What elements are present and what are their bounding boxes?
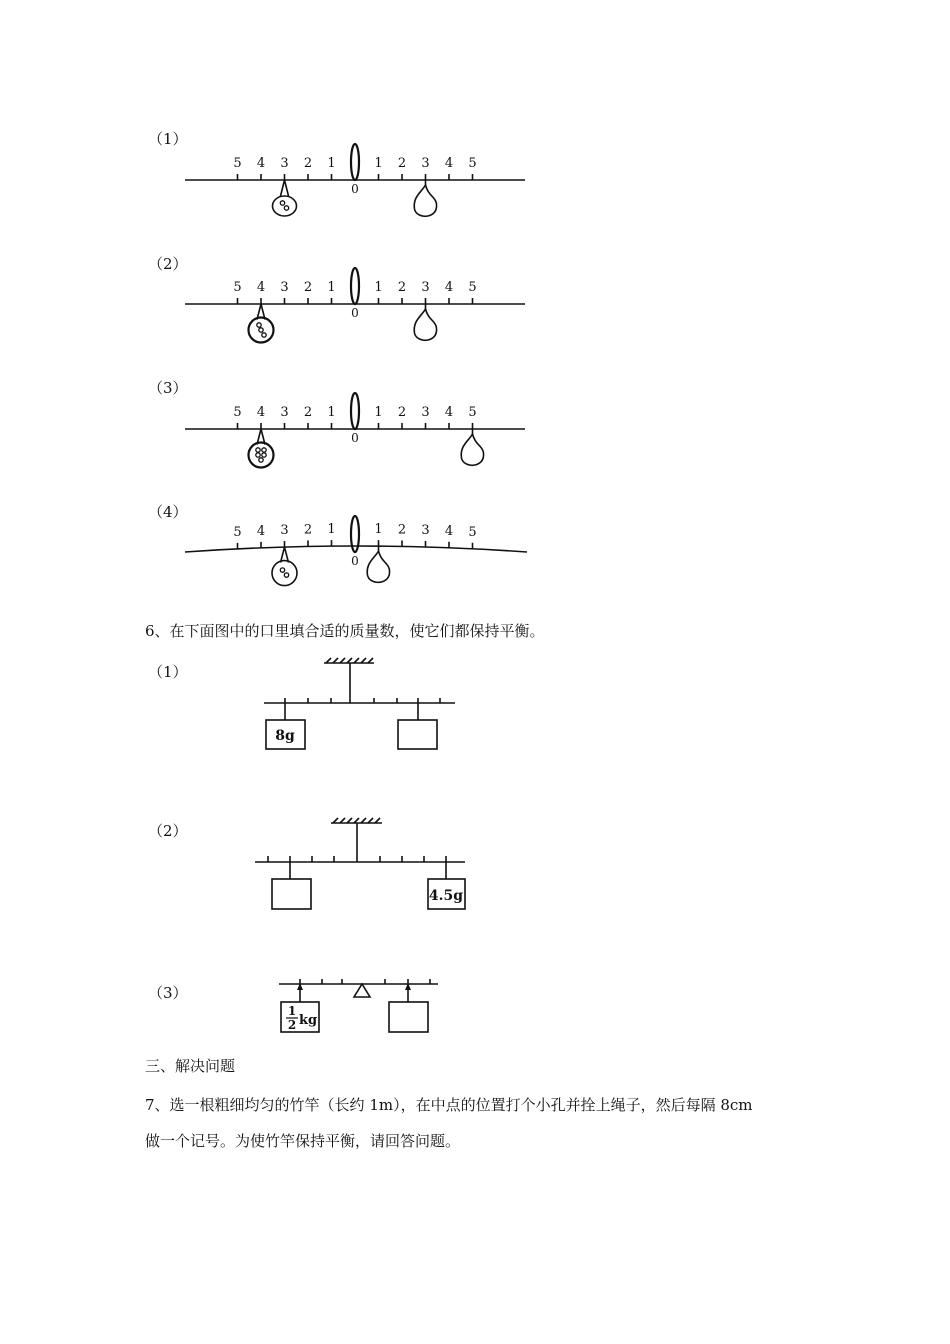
lever-tick-label: 5 [233, 280, 242, 295]
lever-tick-label: 4 [444, 280, 454, 295]
lever-tick-label: 5 [233, 156, 242, 171]
lever-tick-label: 5 [468, 524, 477, 540]
balance-3-fraction-numerator: 1 [287, 1004, 297, 1018]
lever-tick-label: 2 [303, 522, 313, 538]
lever-tick-label: 1 [374, 405, 383, 420]
lever-tick-label: 2 [303, 280, 313, 295]
lever-tick-label: 3 [421, 405, 430, 420]
question-7-line-1: 7、选一根粗细均匀的竹竿（长约 1m），在中点的位置打个小孔并拴上绳子，然后每隔 8cm [145, 1096, 753, 1114]
lever-tick-label: 2 [303, 156, 313, 171]
lever-tick-label: 5 [468, 405, 477, 420]
lever-tick-label: 2 [397, 405, 407, 420]
lever-tick-label: 4 [444, 156, 454, 171]
lever-tick-label: 4 [256, 156, 266, 171]
lever-tick-label: 5 [233, 524, 242, 540]
lever-tick-label: 1 [374, 156, 383, 171]
diagram-label-1: （1） [148, 130, 188, 148]
lever-tick-label: 3 [421, 280, 430, 295]
balance-label-1: （1） [148, 663, 188, 681]
balance-label-3: （3） [148, 984, 188, 1002]
question-6-text: 6、在下面图中的口里填合适的质量数，使它们都保持平衡。 [145, 622, 545, 640]
lever-tick-label: 1 [327, 280, 336, 295]
lever-tick-label: 3 [280, 523, 289, 539]
balance-2-right-weight: 4.5g [428, 888, 464, 904]
diagram-label-2: （2） [148, 255, 188, 273]
lever-zero-label: 0 [351, 431, 359, 445]
lever-tick-label: 1 [374, 522, 383, 538]
lever-zero-label: 0 [351, 554, 359, 568]
lever-tick-label: 3 [280, 405, 289, 420]
lever-tick-label: 3 [421, 522, 430, 538]
diagram-label-3: （3） [148, 379, 188, 397]
lever-tick-label: 2 [303, 405, 313, 420]
lever-zero-label: 0 [351, 306, 359, 320]
lever-tick-label: 2 [397, 280, 407, 295]
lever-tick-label: 1 [327, 405, 336, 420]
lever-tick-label: 3 [421, 156, 430, 171]
question-7-line-2: 做一个记号。为使竹竿保持平衡，请回答问题。 [145, 1132, 461, 1150]
balance-1-left-weight: 8g [275, 728, 295, 744]
lever-zero-label: 0 [351, 182, 359, 196]
lever-tick-label: 1 [327, 522, 336, 538]
lever-tick-label: 2 [397, 522, 407, 538]
lever-tick-label: 3 [280, 156, 289, 171]
balance-3-unit: kg [298, 1013, 318, 1028]
section-title: 三、解决问题 [145, 1057, 236, 1075]
balance-3-fraction-denominator: 2 [287, 1018, 297, 1032]
lever-tick-label: 5 [468, 156, 477, 171]
lever-tick-label: 4 [444, 523, 454, 539]
lever-tick-label: 1 [374, 280, 383, 295]
lever-tick-label: 4 [256, 523, 266, 539]
lever-tick-label: 2 [397, 156, 407, 171]
lever-tick-label: 5 [233, 405, 242, 420]
lever-tick-label: 5 [468, 280, 477, 295]
lever-tick-label: 4 [256, 280, 266, 295]
lever-tick-label: 1 [327, 156, 336, 171]
lever-tick-label: 4 [444, 405, 454, 420]
diagram-label-4: （4） [148, 503, 188, 521]
lever-tick-label: 4 [256, 405, 266, 420]
lever-tick-label: 3 [280, 280, 289, 295]
balance-label-2: （2） [148, 822, 188, 840]
